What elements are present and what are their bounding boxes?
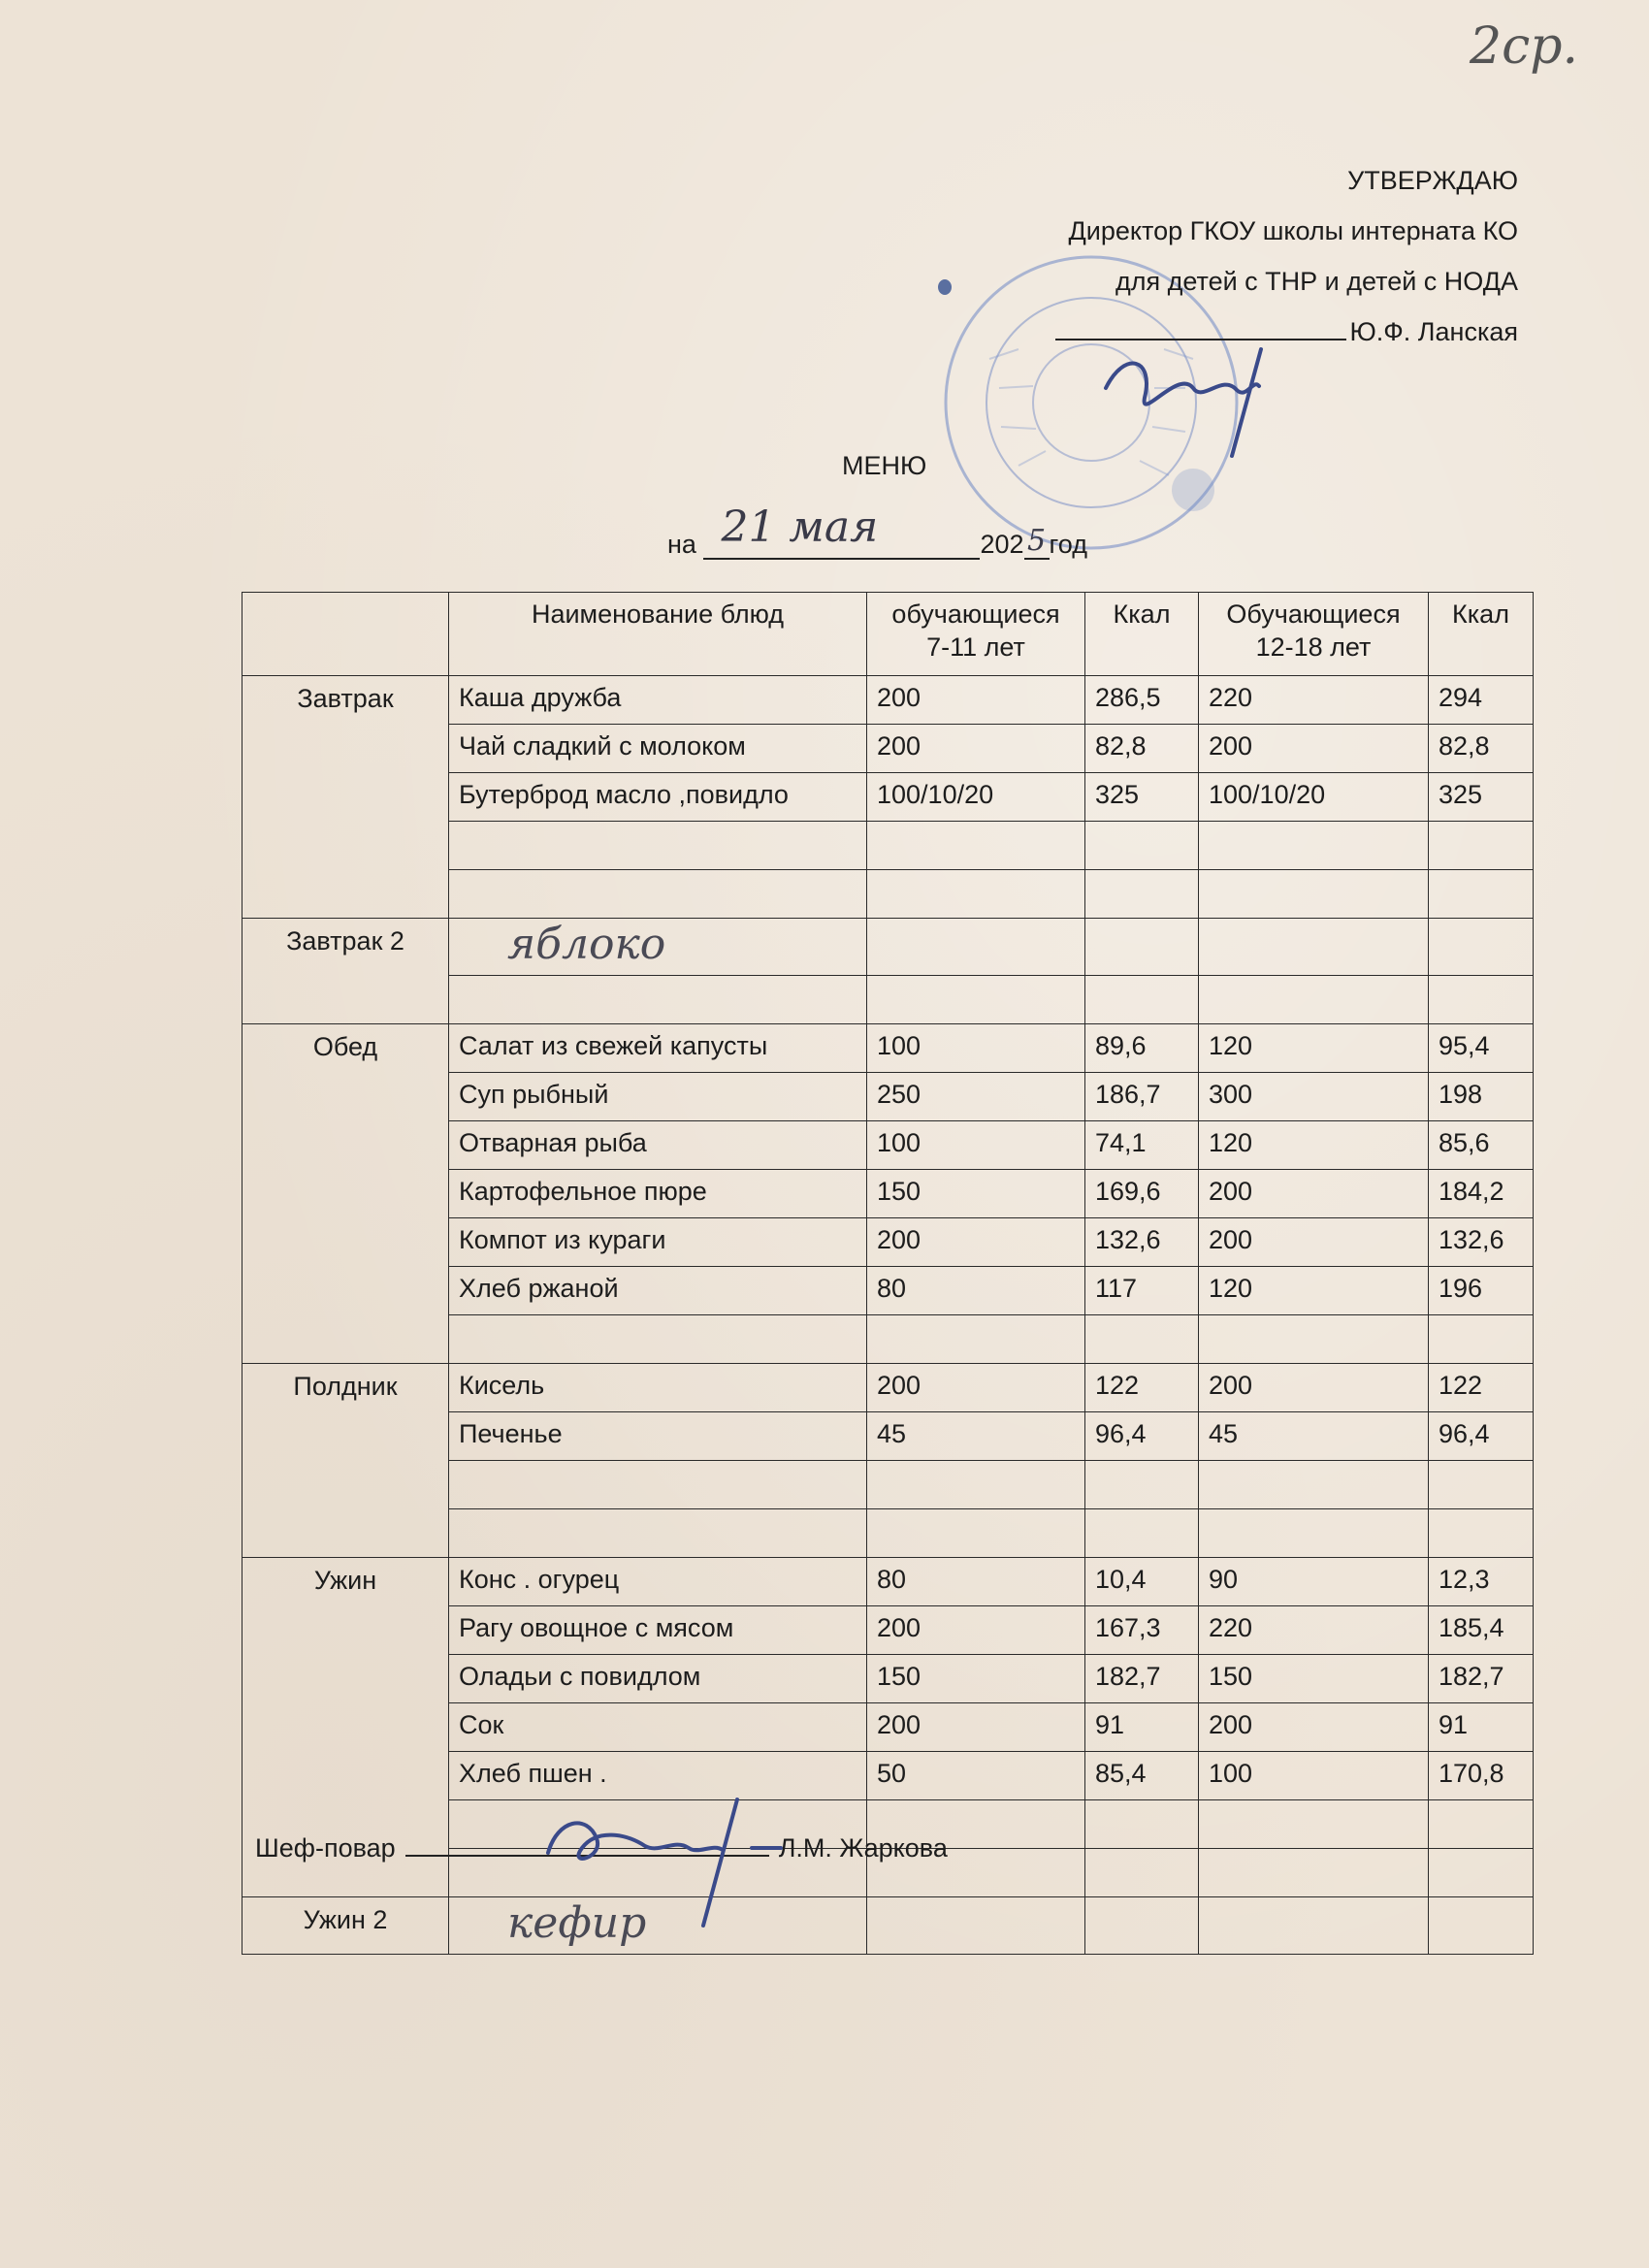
value-cell <box>1085 1800 1199 1849</box>
value-cell: 200 <box>867 1703 1085 1752</box>
value-cell <box>1199 1509 1429 1558</box>
value-cell: 200 <box>867 676 1085 725</box>
value-cell <box>1085 1509 1199 1558</box>
value-cell <box>1429 919 1534 976</box>
column-header <box>242 593 449 676</box>
value-cell: 170,8 <box>1429 1752 1534 1800</box>
director-signature <box>1086 330 1290 466</box>
value-cell: 200 <box>1199 1218 1429 1267</box>
value-cell: 100 <box>867 1024 1085 1073</box>
value-cell: 100/10/20 <box>867 773 1085 822</box>
dish-name-cell: Оладьи с повидлом <box>449 1655 867 1703</box>
value-cell <box>1199 919 1429 976</box>
value-cell <box>1085 1461 1199 1509</box>
value-cell <box>1429 822 1534 870</box>
value-cell: 184,2 <box>1429 1170 1534 1218</box>
dish-name-cell: Сок <box>449 1703 867 1752</box>
value-cell: 325 <box>1085 773 1199 822</box>
value-cell: 82,8 <box>1085 725 1199 773</box>
table-body <box>242 676 1534 1955</box>
value-cell: 91 <box>1085 1703 1199 1752</box>
menu-title: МЕНЮ <box>842 451 927 480</box>
value-cell <box>1199 1315 1429 1364</box>
value-cell: 325 <box>1429 773 1534 822</box>
dish-name-cell: Отварная рыба <box>449 1121 867 1170</box>
value-cell: 80 <box>867 1558 1085 1606</box>
value-cell <box>1085 822 1199 870</box>
value-cell: 120 <box>1199 1121 1429 1170</box>
value-cell: 185,4 <box>1429 1606 1534 1655</box>
dish-name-cell: Рагу овощное с мясом <box>449 1606 867 1655</box>
column-header: Ккал <box>1429 593 1534 676</box>
value-cell: 186,7 <box>1085 1073 1199 1121</box>
dish-name-cell: Кисель <box>449 1364 867 1412</box>
value-cell: 220 <box>1199 1606 1429 1655</box>
date-prefix: на <box>667 530 696 559</box>
table-header-row <box>242 593 1534 676</box>
value-cell <box>1429 1897 1534 1955</box>
column-header: Ккал <box>1085 593 1199 676</box>
approval-block <box>1055 155 1519 357</box>
table-row <box>242 1364 1534 1412</box>
value-cell: 117 <box>1085 1267 1199 1315</box>
value-cell <box>1429 976 1534 1024</box>
dish-name-cell <box>449 1461 867 1509</box>
value-cell <box>1199 1800 1429 1849</box>
ink-speck <box>938 279 952 295</box>
dish-name-cell <box>449 822 867 870</box>
chef-signature <box>529 1761 800 1945</box>
value-cell: 200 <box>867 1606 1085 1655</box>
table-row <box>242 919 1534 976</box>
value-cell: 95,4 <box>1429 1024 1534 1073</box>
dish-name-cell: Салат из свежей капусты <box>449 1024 867 1073</box>
value-cell: 122 <box>1085 1364 1199 1412</box>
value-cell: 200 <box>867 1218 1085 1267</box>
value-cell: 132,6 <box>1429 1218 1534 1267</box>
dish-name-cell: Хлеб ржаной <box>449 1267 867 1315</box>
meal-name-cell: Завтрак 2 <box>242 919 449 1024</box>
value-cell: 182,7 <box>1429 1655 1534 1703</box>
approval-line-2: для детей с ТНР и детей с НОДА <box>1116 267 1518 296</box>
value-cell: 100 <box>867 1121 1085 1170</box>
value-cell: 220 <box>1199 676 1429 725</box>
value-cell <box>1085 976 1199 1024</box>
value-cell <box>867 1897 1085 1955</box>
dish-name-cell: Суп рыбный <box>449 1073 867 1121</box>
meal-name-cell: Ужин <box>242 1558 449 1897</box>
value-cell: 132,6 <box>1085 1218 1199 1267</box>
value-cell <box>1085 1849 1199 1897</box>
value-cell <box>867 976 1085 1024</box>
value-cell: 294 <box>1429 676 1534 725</box>
value-cell: 90 <box>1199 1558 1429 1606</box>
dish-name-cell: Чай сладкий с молоком <box>449 725 867 773</box>
value-cell: 85,6 <box>1429 1121 1534 1170</box>
dish-name-cell: Компот из кураги <box>449 1218 867 1267</box>
dish-name-cell <box>449 976 867 1024</box>
value-cell: 82,8 <box>1429 725 1534 773</box>
value-cell <box>1199 870 1429 919</box>
value-cell: 200 <box>867 1364 1085 1412</box>
value-cell: 182,7 <box>1085 1655 1199 1703</box>
meal-name-cell: Завтрак <box>242 676 449 919</box>
value-cell: 100 <box>1199 1752 1429 1800</box>
handwritten-date: 21 мая <box>721 502 879 552</box>
dish-name-cell <box>449 1315 867 1364</box>
director-name: Ю.Ф. Ланская <box>1349 317 1518 346</box>
meal-name-cell: Полдник <box>242 1364 449 1558</box>
value-cell: 85,4 <box>1085 1752 1199 1800</box>
chef-name: Л.М. Жаркова <box>778 1833 948 1863</box>
value-cell: 45 <box>867 1412 1085 1461</box>
approval-heading: УТВЕРЖДАЮ <box>1347 166 1518 195</box>
value-cell: 12,3 <box>1429 1558 1534 1606</box>
value-cell: 150 <box>867 1655 1085 1703</box>
value-cell: 200 <box>1199 1364 1429 1412</box>
value-cell <box>1085 870 1199 919</box>
value-cell: 96,4 <box>1429 1412 1534 1461</box>
date-blank <box>703 502 980 560</box>
table-row <box>242 1024 1534 1073</box>
column-header: Наименование блюд <box>449 593 867 676</box>
approval-line-1: Директор ГКОУ школы интерната КО <box>1068 216 1518 245</box>
dish-name-cell <box>449 919 867 976</box>
year-prefix: 202 <box>980 530 1024 559</box>
value-cell: 120 <box>1199 1024 1429 1073</box>
value-cell: 198 <box>1429 1073 1534 1121</box>
menu-date <box>667 502 1087 560</box>
value-cell <box>1199 1849 1429 1897</box>
year-suffix: год <box>1049 530 1087 559</box>
value-cell: 300 <box>1199 1073 1429 1121</box>
value-cell <box>1199 822 1429 870</box>
dish-name-cell: Конс . огурец <box>449 1558 867 1606</box>
value-cell <box>1085 919 1199 976</box>
table-row <box>242 676 1534 725</box>
year-digit: 5 <box>1024 524 1050 560</box>
value-cell: 122 <box>1429 1364 1534 1412</box>
value-cell <box>1429 1849 1534 1897</box>
value-cell: 200 <box>1199 1703 1429 1752</box>
value-cell: 200 <box>1199 725 1429 773</box>
value-cell: 10,4 <box>1085 1558 1199 1606</box>
value-cell <box>1085 1315 1199 1364</box>
value-cell <box>1429 870 1534 919</box>
value-cell: 150 <box>867 1170 1085 1218</box>
value-cell <box>1199 976 1429 1024</box>
meal-name-cell: Обед <box>242 1024 449 1364</box>
value-cell <box>867 1461 1085 1509</box>
dish-name-cell: Печенье <box>449 1412 867 1461</box>
value-cell: 80 <box>867 1267 1085 1315</box>
value-cell <box>1429 1800 1534 1849</box>
dish-name-cell <box>449 870 867 919</box>
value-cell <box>1429 1315 1534 1364</box>
value-cell <box>867 870 1085 919</box>
dish-name-cell: Каша дружба <box>449 676 867 725</box>
column-header: Обучающиеся 12-18 лет <box>1199 593 1429 676</box>
menu-table <box>242 592 1534 1955</box>
handwritten-dish: яблоко <box>507 920 666 969</box>
value-cell: 91 <box>1429 1703 1534 1752</box>
value-cell: 286,5 <box>1085 676 1199 725</box>
value-cell: 169,6 <box>1085 1170 1199 1218</box>
value-cell: 89,6 <box>1085 1024 1199 1073</box>
value-cell <box>867 919 1085 976</box>
column-header: обучающиеся 7-11 лет <box>867 593 1085 676</box>
value-cell: 200 <box>867 725 1085 773</box>
value-cell: 50 <box>867 1752 1085 1800</box>
table-row <box>242 1558 1534 1606</box>
value-cell <box>1429 1509 1534 1558</box>
value-cell: 100/10/20 <box>1199 773 1429 822</box>
corner-handwritten-note: 2ср. <box>1470 17 1579 76</box>
dish-name-cell: Хлеб пшен . <box>449 1752 867 1800</box>
value-cell <box>1085 1897 1199 1955</box>
value-cell: 250 <box>867 1073 1085 1121</box>
value-cell: 150 <box>1199 1655 1429 1703</box>
value-cell: 120 <box>1199 1267 1429 1315</box>
value-cell: 196 <box>1429 1267 1534 1315</box>
value-cell <box>1429 1461 1534 1509</box>
dish-name-cell <box>449 1509 867 1558</box>
value-cell <box>867 822 1085 870</box>
value-cell: 167,3 <box>1085 1606 1199 1655</box>
dish-name-cell: Картофельное пюре <box>449 1170 867 1218</box>
value-cell <box>867 1315 1085 1364</box>
value-cell: 74,1 <box>1085 1121 1199 1170</box>
value-cell <box>1199 1897 1429 1955</box>
dish-name-cell: Бутерброд масло ,повидло <box>449 773 867 822</box>
value-cell <box>867 1509 1085 1558</box>
value-cell: 96,4 <box>1085 1412 1199 1461</box>
meal-name-cell: Ужин 2 <box>242 1897 449 1955</box>
chef-label: Шеф-повар <box>255 1833 396 1863</box>
value-cell: 45 <box>1199 1412 1429 1461</box>
value-cell: 200 <box>1199 1170 1429 1218</box>
table-row <box>242 1897 1534 1955</box>
value-cell <box>1199 1461 1429 1509</box>
handwritten-dish: кефир <box>507 1898 647 1948</box>
